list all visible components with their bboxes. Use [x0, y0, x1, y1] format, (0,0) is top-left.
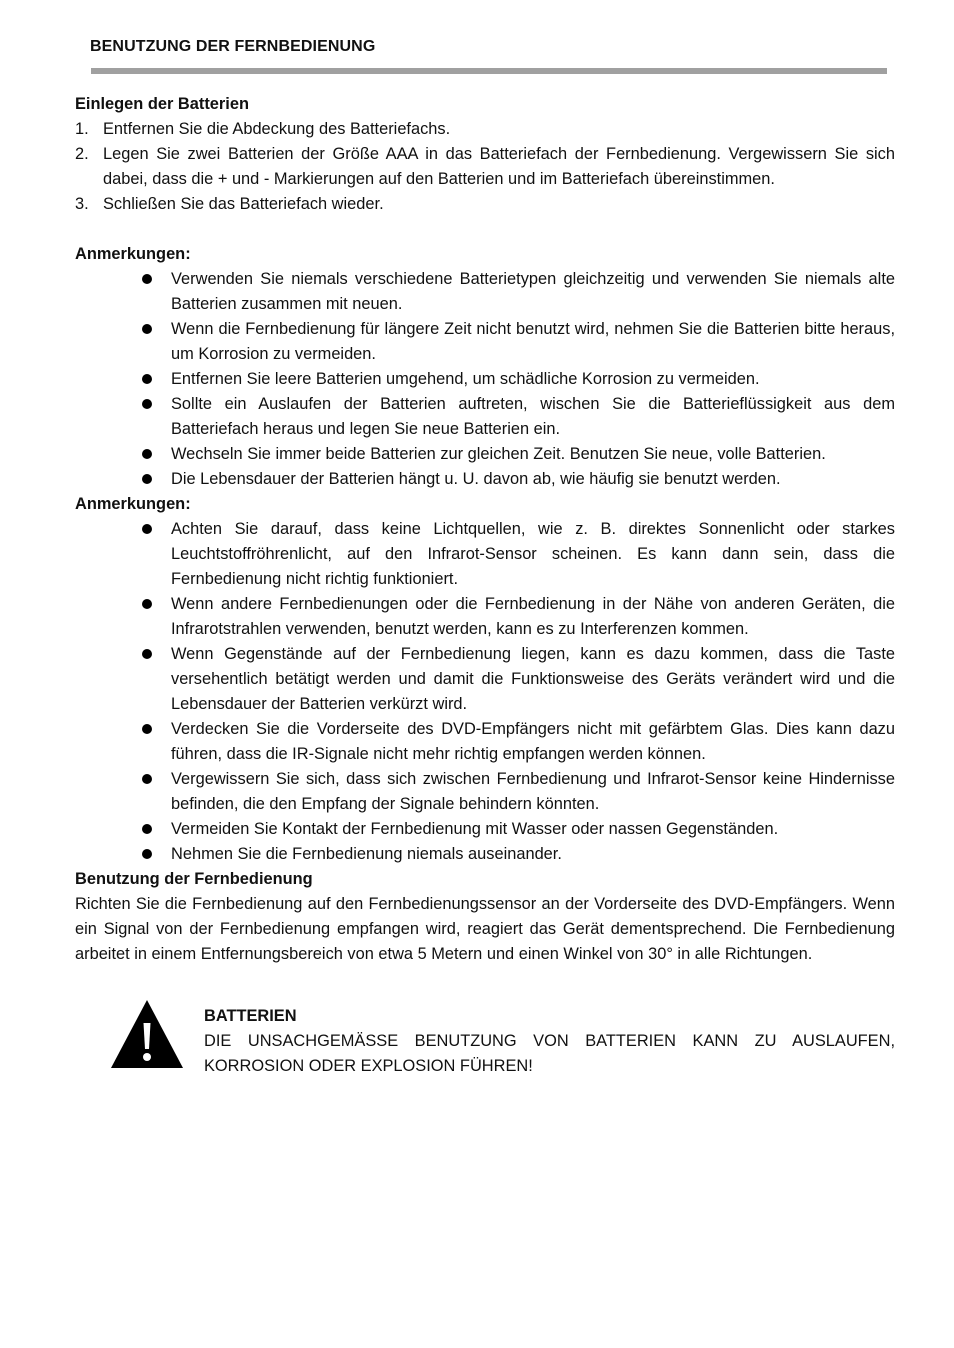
list-item	[75, 717, 895, 767]
anmerkungen-2-list	[75, 517, 895, 867]
list-item	[75, 642, 895, 717]
bullet-text: Vergewissern Sie sich, dass sich zwischen Fernbedienung und Infrarot-Sensor keine Hindernisse befinden, die den Empfang der Signale behindern könnten.	[171, 770, 895, 813]
einlegen-steps	[75, 117, 895, 217]
anmerkungen-1-list	[75, 267, 895, 492]
bullet-text: Achten Sie darauf, dass keine Lichtquellen, wie z. B. direktes Sonnenlicht oder starkes Leuchtstoffröhrenlicht, auf den Infrarot-Sensor scheinen. Es kann dann sein, dass die Fernbedienung nicht richtig funktioniert.	[171, 520, 895, 588]
step-number: 2.	[75, 145, 89, 163]
list-item	[75, 842, 895, 867]
bullet-icon	[142, 524, 152, 534]
list-item	[75, 267, 895, 317]
benutzung-paragraph: Richten Sie die Fernbedienung auf den Fernbedienungssensor an der Vorderseite des DVD-Empfängers. Wenn ein Signal von der Fernbedienung empfangen wird, reagiert das Gerät dementsprechend. Die Fernbedienung arbeitet in einem Entfernungsbereich von etwa 5 Metern und einen Winkel von 30° in alle Richtungen.	[75, 895, 895, 963]
bullet-text: Wenn Gegenstände auf der Fernbedienung liegen, kann es dazu kommen, dass die Taste versehentlich betätigt werden und damit die Funktionsweise des Geräts verändert wird und die Lebensdauer der Batterien verkürzt wird.	[171, 645, 895, 713]
bullet-icon	[142, 599, 152, 609]
bullet-icon	[142, 474, 152, 484]
spacer	[75, 217, 895, 242]
bullet-text: Vermeiden Sie Kontakt der Fernbedienung mit Wasser oder nassen Gegenständen.	[171, 820, 779, 838]
bullet-text: Sollte ein Auslaufen der Batterien auftreten, wischen Sie die Batterieflüssigkeit aus dem Batteriefach heraus und legen Sie neue Batterien ein.	[171, 395, 895, 438]
bullet-text: Wenn die Fernbedienung für längere Zeit nicht benutzt wird, nehmen Sie die Batterien bitte heraus, um Korrosion zu vermeiden.	[171, 320, 895, 363]
document-body	[75, 92, 895, 1084]
bullet-icon	[142, 824, 152, 834]
section-heading-anmerkungen-1: Anmerkungen:	[75, 245, 191, 263]
step-number: 3.	[75, 195, 89, 213]
list-item	[75, 592, 895, 642]
warning-text-block	[204, 1004, 895, 1079]
list-item	[75, 392, 895, 442]
bullet-text: Wechseln Sie immer beide Batterien zur gleichen Zeit. Benutzen Sie neue, volle Batterien.	[171, 445, 826, 463]
list-item	[75, 467, 895, 492]
section-heading-benutzung: Benutzung der Fernbedienung	[75, 870, 313, 888]
warning-message: DIE UNSACHGEMÄSSE BENUTZUNG VON BATTERIEN KANN ZU AUSLAUFEN, KORROSION ODER EXPLOSION FÜHREN!	[204, 1032, 895, 1075]
bullet-icon	[142, 774, 152, 784]
bullet-icon	[142, 449, 152, 459]
bullet-text: Verwenden Sie niemals verschiedene Batterietypen gleichzeitig und verwenden Sie niemals alte Batterien zusammen mit neuen.	[171, 270, 895, 313]
list-item	[75, 117, 895, 142]
warning-box	[75, 1004, 895, 1084]
header-rule	[91, 68, 887, 74]
page-header-title: BENUTZUNG DER FERNBEDIENUNG	[90, 38, 376, 55]
section-heading-einlegen: Einlegen der Batterien	[75, 95, 249, 113]
step-text: Entfernen Sie die Abdeckung des Batteriefachs.	[103, 120, 451, 138]
warning-triangle-icon	[110, 999, 184, 1069]
list-item	[75, 317, 895, 367]
warning-title: BATTERIEN	[204, 1007, 297, 1025]
list-item	[75, 367, 895, 392]
section-heading-anmerkungen-2: Anmerkungen:	[75, 495, 191, 513]
bullet-icon	[142, 849, 152, 859]
step-text: Legen Sie zwei Batterien der Größe AAA in das Batteriefach der Fernbedienung. Vergewissern Sie sich dabei, dass die + und - Markierungen auf den Batterien und im Batteriefach übereinstimmen.	[103, 145, 895, 188]
list-item	[75, 767, 895, 817]
bullet-text: Wenn andere Fernbedienungen oder die Fernbedienung in der Nähe von anderen Geräten, die Infrarotstrahlen verwenden, benutzt werden, kann es zu Interferenzen kommen.	[171, 595, 895, 638]
bullet-icon	[142, 374, 152, 384]
bullet-text: Die Lebensdauer der Batterien hängt u. U. davon ab, wie häufig sie benutzt werden.	[171, 470, 781, 488]
list-item	[75, 817, 895, 842]
list-item	[75, 442, 895, 467]
bullet-icon	[142, 324, 152, 334]
list-item	[75, 192, 895, 217]
bullet-text: Entfernen Sie leere Batterien umgehend, um schädliche Korrosion zu vermeiden.	[171, 370, 760, 388]
bullet-icon	[142, 649, 152, 659]
bullet-text: Verdecken Sie die Vorderseite des DVD-Empfängers nicht mit gefärbtem Glas. Dies kann dazu führen, dass die IR-Signale nicht mehr richtig empfangen werden können.	[171, 720, 895, 763]
step-text: Schließen Sie das Batteriefach wieder.	[103, 195, 384, 213]
step-number: 1.	[75, 120, 89, 138]
bullet-text: Nehmen Sie die Fernbedienung niemals auseinander.	[171, 845, 562, 863]
list-item	[75, 517, 895, 592]
bullet-icon	[142, 724, 152, 734]
list-item	[75, 142, 895, 192]
bullet-icon	[142, 399, 152, 409]
bullet-icon	[142, 274, 152, 284]
